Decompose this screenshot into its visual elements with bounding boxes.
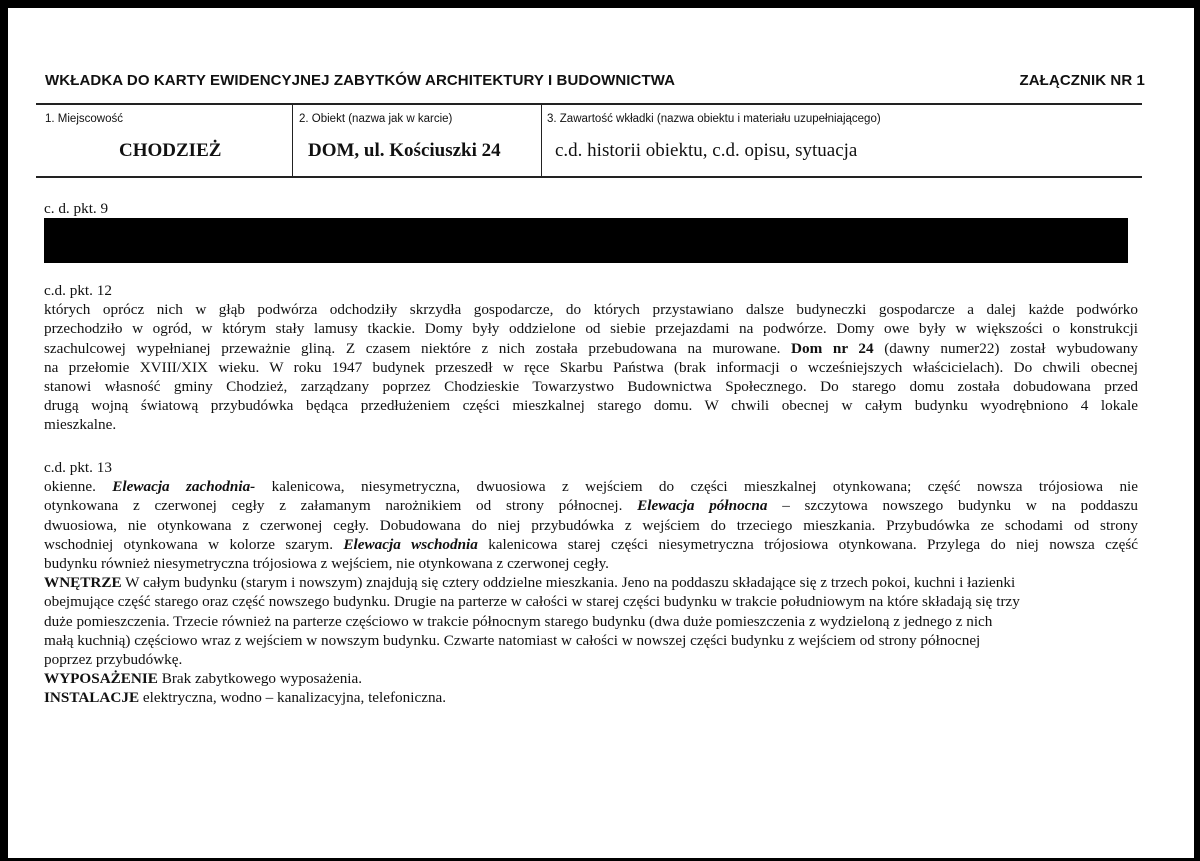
text-run: elektryczna, wodno – kanalizacyjna, telefoniczna. xyxy=(139,689,447,707)
table-bottom-rule xyxy=(36,176,1142,178)
section-13-line xyxy=(44,688,1138,707)
section-12-line: stanowi własność gminy Chodzież, zarządzany poprzez Chodzieskie Towarzystwo Budownictwa Społecznego. Do starego domu została dobudowana przed xyxy=(44,378,1138,396)
section-9-heading: c. d. pkt. 9 xyxy=(44,200,109,217)
contents-value: c.d. historii obiektu, c.d. opisu, sytuacja xyxy=(555,140,858,161)
table-divider-2 xyxy=(541,104,542,177)
section-13-line xyxy=(44,669,1138,688)
section-12-heading: c.d. pkt. 12 xyxy=(44,282,112,299)
section-12-line xyxy=(44,339,1138,358)
section-13-line xyxy=(44,477,1138,496)
section-13-line xyxy=(44,496,1138,515)
document-page xyxy=(8,8,1194,858)
text-run: (dawny numer22) został wybudowany xyxy=(873,339,1138,357)
house-number: Dom nr 24 xyxy=(791,339,874,357)
text-run: otynkowana z czerwonej cegły z załamanym narożnikiem od strony północnej. xyxy=(44,497,638,515)
west-elevation-term: Elewacja zachodnia- xyxy=(112,478,256,496)
section-12-line: przechodziło w ogród, w którym stały lamusy tkackie. Domy były oddzielone od siebie przejazdami na podwórze. Domy owe były w większości o konstrukcji xyxy=(44,320,1138,338)
section-12-line: drugą wojną światową przybudówka będąca przedłużeniem części mieszkalnej starego domu. W chwili obecnej w całym budynku wyodrębniono 4 lokale xyxy=(44,397,1138,415)
installations-term: INSTALACJE xyxy=(44,689,140,707)
location-value: CHODZIEŻ xyxy=(119,140,222,161)
section-13-line: duże pomieszczenia. Trzecie również na parterze częściowo w trakcie północnym starego budynku (dwa duże pomieszczenia z wydzieloną z jednego z nich xyxy=(44,612,993,630)
furnishing-term: WYPOSAŻENIE xyxy=(44,670,158,688)
text-run: okienne. xyxy=(44,478,113,496)
table-divider-1 xyxy=(292,104,293,177)
section-12-line: na przełomie XVIII/XIX wieku. W roku 1947 budynek przeszedł w ręce Skarbu Państwa (brak informacji o wcześniejszych właścicielach). Do chwili obecnej xyxy=(44,358,1138,376)
annex-label: ZAŁĄCZNIK NR 1 xyxy=(1019,72,1145,89)
text-run: Brak zabytkowego wyposażenia. xyxy=(157,670,363,688)
text-run: kalenicowa starej części niesymetryczna trójosiowa otynkowana. Przylega do niej nowsza część xyxy=(477,535,1138,553)
section-13-line: dwuosiowa, nie otynkowana z czerwonej cegły. Dobudowana do niej przybudówka z wejściem do trzeciego mieszkania. Przybudówka ze schodami od strony xyxy=(44,516,1138,534)
section-13 xyxy=(44,458,1138,708)
section-12-line: których oprócz nich w głąb podwórza odchodziły skrzydła gospodarcze, do których przystawiano dalsze budyneczki gospodarcze a dalej każde podwórko xyxy=(44,301,1138,319)
redaction-bar xyxy=(44,218,1128,263)
text-run: W całym budynku (starym i nowszym) znajdują się cztery oddzielne mieszkania. Jeno na poddaszu składające się z trzech pokoi, kuchni i łazienki xyxy=(121,574,1016,592)
section-13-line: budynku również niesymetryczna trójosiowa z wejściem, nie otynkowana z czerwonej cegły. xyxy=(44,555,609,573)
text-run: wschodniej otynkowana w kolorze szarym. xyxy=(44,535,344,553)
section-12-line: mieszkalne. xyxy=(44,416,117,434)
east-elevation-term: Elewacja wschodnia xyxy=(343,535,478,553)
location-label: 1. Miejscowość xyxy=(45,113,123,125)
north-elevation-term: Elewacja północna xyxy=(637,497,768,515)
interior-term: WNĘTRZE xyxy=(44,574,122,592)
object-value: DOM, ul. Kościuszki 24 xyxy=(308,140,501,161)
document-title: WKŁADKA DO KARTY EWIDENCYJNEJ ZABYTKÓW ARCHITEKTURY I BUDOWNICTWA xyxy=(45,72,676,89)
section-13-line xyxy=(44,573,1138,592)
object-label: 2. Obiekt (nazwa jak w karcie) xyxy=(299,113,453,125)
section-12 xyxy=(44,281,1138,435)
text-run: szachulcowej wypełnianej przeważnie gliną. Z czasem niektóre z nich została przebudowana na murowane. xyxy=(44,339,792,357)
table-top-rule xyxy=(36,103,1142,105)
section-13-heading: c.d. pkt. 13 xyxy=(44,459,112,476)
text-run: kalenicowa, niesymetryczna, dwuosiowa z wejściem do części mieszkalnej otynkowana; część nowsza trójosiowa nie xyxy=(255,478,1138,496)
text-run: – szczytowa nowszego budynku w na poddaszu xyxy=(767,497,1138,515)
section-13-line: małą kuchnią) częściowo wraz z wejściem w nowszym budynku. Czwarte natomiast w całości w nowszej części budynku z wejściem od strony północnej xyxy=(44,631,981,649)
contents-label: 3. Zawartość wkładki (nazwa obiektu i materiału uzupełniającego) xyxy=(547,113,881,125)
section-13-line: poprzez przybudówkę. xyxy=(44,651,183,669)
section-13-line xyxy=(44,535,1138,554)
section-13-line: obejmujące część starego oraz część nowszego budynku. Drugie na parterze w całości w starej części budynku w trakcie południowym na które składają się trzy xyxy=(44,593,1020,611)
